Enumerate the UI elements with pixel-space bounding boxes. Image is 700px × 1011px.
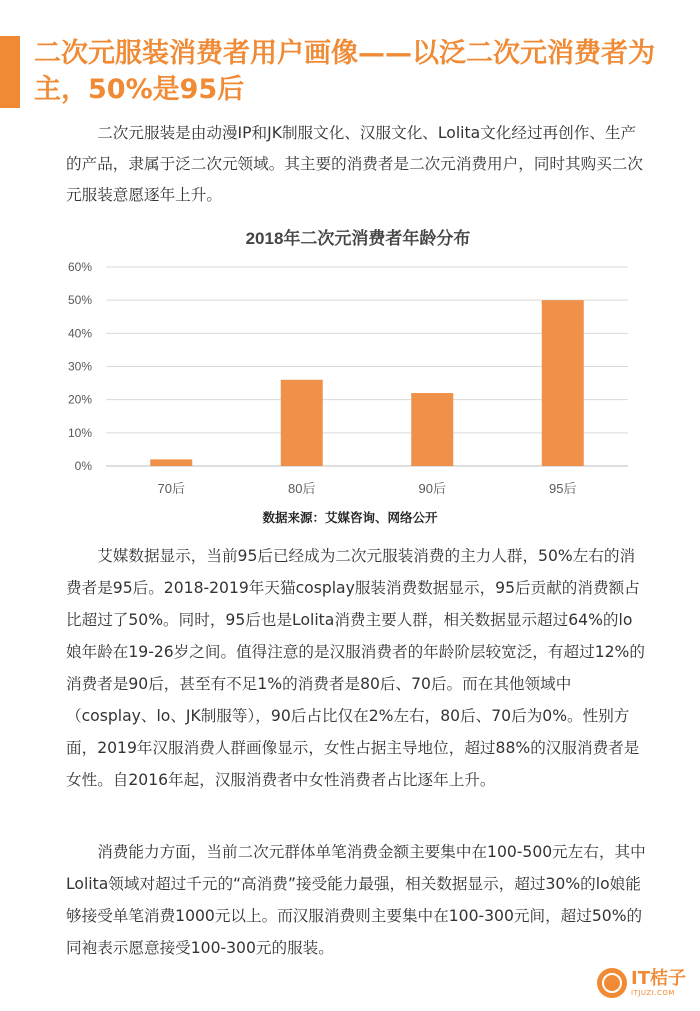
x-tick-label: 90后 <box>418 481 446 496</box>
brand-logo <box>597 968 686 998</box>
page-title: 二次元服装消费者用户画像——以泛二次元消费者为主，50%是95后 <box>34 38 655 105</box>
y-tick-label: 10% <box>67 425 92 440</box>
chart-source: 数据来源：艾媒咨询、网络公开 <box>262 510 438 525</box>
title-accent-bar <box>0 36 20 108</box>
x-tick-label: 70后 <box>157 481 185 496</box>
x-tick-label: 95后 <box>549 481 577 496</box>
bar-1 <box>150 459 192 466</box>
logo-name: IT桔子 <box>631 967 686 989</box>
logo-url: ITJUZI.COM <box>631 988 675 997</box>
y-tick-label: 50% <box>67 293 92 308</box>
intro-paragraph: 二次元服装是由动漫IP和JK制服文化、汉服文化、Lolita文化经过再创作、生产的产品，隶属于泛二次元领域。其主要的消费者是二次元消费用户，同时其购买二次元服装意愿逐年上升。 <box>66 124 643 204</box>
chart-svg <box>58 224 648 504</box>
y-tick-label: 20% <box>67 392 92 407</box>
orange-circle-icon <box>597 968 627 998</box>
y-tick-label: 60% <box>67 260 92 274</box>
chart-title: 2018年二次元消费者年龄分布 <box>245 229 471 248</box>
body-paragraph-2: 艾媒数据显示，当前95后已经成为二次元服装消费的主力人群，50%左右的消费者是95后。2018-2019年天猫cosplay服装消费数据显示，95后贡献的消费额占比超过了50%。同时，95后也是Lolita消费主要人群，相关数据显示超过64%的lo娘年龄在19-26岁之间。值得注意的是汉服消费者的年龄阶层较宽泛，有超过12%的消费者是90后，甚至有不足1%的消费者是80后、70后。而在其他领域中（cosplay、lo、JK制服等），90后占比仅在2%左右，80后、70后为0%。性别方面，2019年汉服消费人群画像显示，女性占据主导地位，超过88%的汉服消费者是女性。自2016年起，汉服消费者中女性消费者占比逐年上升。 <box>66 547 645 789</box>
y-tick-label: 40% <box>67 326 92 341</box>
y-tick-label: 0% <box>74 459 92 473</box>
body-paragraph-3: 消费能力方面，当前二次元群体单笔消费金额主要集中在100-500元左右，其中Lolita领域对超过千元的“高消费”接受能力最强，相关数据显示，超过30%的lo娘能够接受单笔消费1000元以上。而汉服消费则主要集中在100-300元间，超过50%的同袍表示愿意接受100-300元的服装。 <box>66 843 646 957</box>
age-distribution-chart <box>58 224 648 534</box>
x-tick-label: 80后 <box>288 481 316 496</box>
y-tick-label: 30% <box>67 359 92 374</box>
bar-4 <box>542 300 584 466</box>
bar-3 <box>411 393 453 466</box>
bar-2 <box>281 380 323 466</box>
